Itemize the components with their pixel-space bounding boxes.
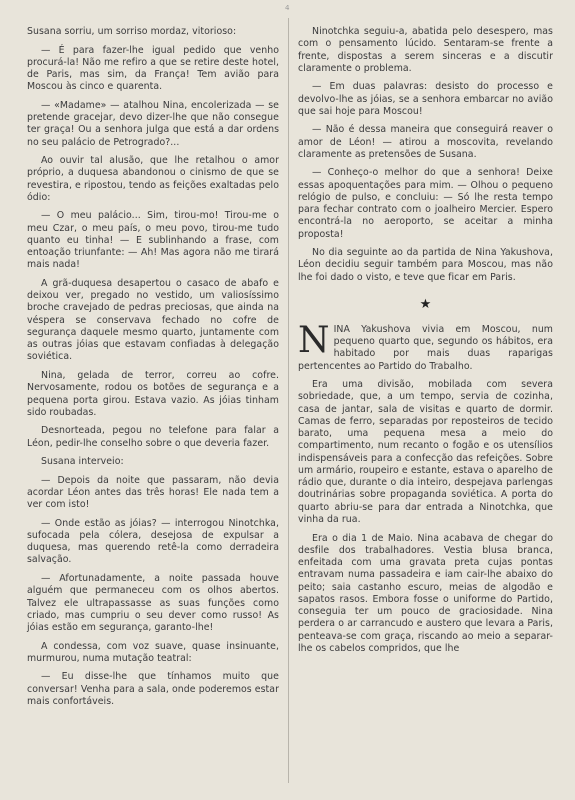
column-divider [288,18,289,783]
paragraph: Era o dia 1 de Maio. Nina acabava de chegar do desfile dos trabalhadores. Vestia blusa branca, enfeitada com uma gravata preta cujas pontas entravam numa passadeira e iam cair-lhe abaixo do peito; saia castanho escuro, meias de algodão e sapatos rasos. Embora fosse o uniforme do Partido, conseguia ter um pouco de graciosidade. Nina perdera o ar carrancudo e austero que levara a Paris, penteava-se com graça, riscando ao meio a separar-lhe os cabelos compridos, que lhe [298,532,553,654]
paragraph: — Depois da noite que passaram, não devia acordar Léon antes das três horas! Ele nada tem a ver com isto! [27,474,279,511]
left-column [27,26,279,714]
paragraph: — Onde estão as jóias? — interrogou Ninotchka, sufocada pela cólera, desejosa de expulsar a duquesa, mas querendo retê-la como derradeira salvação. [27,517,279,566]
paragraph: Susana interveio: [41,456,124,468]
section-separator-star: ★ [419,296,432,312]
paragraph: No dia seguinte ao da partida de Nina Yakushova, Léon decidiu seguir também para Moscou, mas não lhe foi dado o visto, e teve que ficar em Paris. [298,247,553,283]
paragraph: — Afortunadamente, a noite passada houve alguém que permaneceu com os olhos abertos. Talvez ele ultrapassasse as suas funções como criado, mas cumpriu o seu dever como russo! As jóias estão em segurança, garanto-lhe! [27,573,279,634]
drop-cap: N [298,319,330,361]
drop-cap-paragraph-text: INA Yakushova vivia em Moscou, num pequeno quarto que, segundo os hábitos, era habitado por mais duas raparigas pertencentes ao Partido do Trabalho. [298,323,553,372]
paragraph: — «Madame» — atalhou Nina, encolerizada — se pretende gracejar, devo dizer-lhe que não consegue ter graça! Ou a senhora julga que está a dar ordens no seu palácio de Petrogrado?... [27,99,279,148]
paragraph: Nina, gelada de terror, correu ao cofre. Nervosamente, rodou os botões de segurança e a pequena porta girou. Estava vazio. As jóias tinham sido roubadas. [27,370,279,418]
paragraph: Desnorteada, pegou no telefone para falar a Léon, pedir-lhe conselho sobre o que deveria fazer. [27,425,279,449]
paragraph: Era uma divisão, mobilada com severa sobriedade, que, a um tempo, servia de cozinha, casa de jantar, sala de visitas e quarto de dormir. Camas de ferro, separadas por reposteiros de tecido barato, uma pequena mesa a meio do compartimento, num recanto o fogão e os utensílios indispensáveis para a confecção das refeições. Sobre um armário, roupeiro e estante, estava o aparelho de rádio que, durante o dia inteiro, despejava parlengas doutrinárias sobre propaganda soviética. A porta do quarto abriu-se para dar entrada a Ninotchka, que vinha da rua. [298,379,553,525]
paragraph: — Em duas palavras: desisto do processo e devolvo-lhe as jóias, se a senhora embarcar no avião que sai hoje para Moscou! [298,81,553,117]
paragraph: Susana sorriu, um sorriso mordaz, vitorioso: [27,26,237,37]
paragraph: — É para fazer-lhe igual pedido que venho procurá-la! Não me refiro a que se retire deste hotel, de Paris, mas sim, da França! Tem avião para Moscou às cinco e quarenta. [27,44,279,93]
paragraph: — Eu disse-lhe que tínhamos muito que conversar! Venha para a sala, onde poderemos estar mais confortáveis. [27,671,279,707]
paragraph: A grã-duquesa desapertou o casaco de abafo e deixou ver, pregado no vestido, um valiosíssimo broche cravejado de pedras preciosas, que ainda na véspera se conservava fechado no cofre de segurança daquele mesmo quarto, juntamente com as outras jóias que estavam confiadas à delegação soviética. [27,277,279,363]
paragraph: — Não é dessa maneira que conseguirá reaver o amor de Léon! — atirou a moscovita, revelando claramente as pretensões de Susana. [298,124,553,160]
paragraph: A condessa, com voz suave, quase insinuante, murmurou, numa mutação teatral: [27,640,279,664]
paragraph: Ao ouvir tal alusão, que lhe retalhou o amor próprio, a duquesa abandonou o cinismo de que se revestira, e ripostou, tendo as feições exaltadas pelo ódio: [27,155,279,203]
page-folio: 4 [285,4,290,12]
chapter-opening-paragraph [298,319,553,373]
paragraph: Ninotchka seguiu-a, abatida pelo desespero, mas com o pensamento lúcido. Sentaram-se frente a frente, dispostas a serem sinceras e a discutir claramente o problema. [298,26,553,74]
paragraph: — Conheço-o melhor do que a senhora! Deixe essas apoquentações para mim. — Olhou o pequeno relógio de pulso, e concluiu: — Só lhe resta tempo para fechar contrato com o joalheiro Mercier. Espero encontrá-la no aeroporto, se aceitar a minha proposta! [298,167,553,240]
right-column [298,26,553,661]
paragraph: — O meu palácio... Sim, tirou-mo! Tirou-me o meu Czar, o meu país, o meu povo, tirou-me tudo quanto eu tinha! — E sublinhando a frase, com entoação triunfante: — Ah! Mas agora não me tirará mais nada! [27,210,279,271]
